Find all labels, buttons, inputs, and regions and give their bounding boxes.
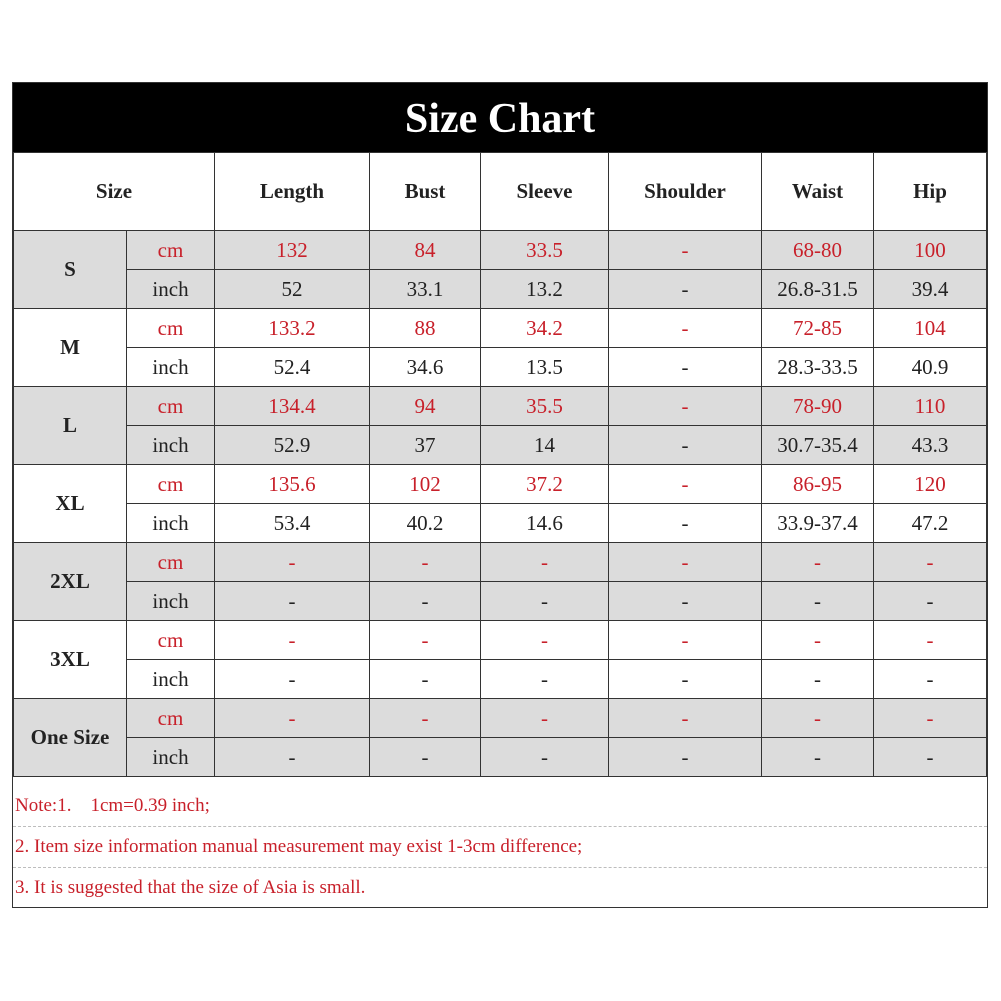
- cell-bust: 102: [370, 465, 481, 504]
- unit-label: cm: [127, 699, 215, 738]
- cell-shoulder: -: [609, 465, 762, 504]
- table-row: [14, 660, 987, 699]
- cell-length: 133.2: [215, 309, 370, 348]
- unit-label: cm: [127, 465, 215, 504]
- cell-hip: 47.2: [874, 504, 987, 543]
- header-bust: Bust: [370, 153, 481, 231]
- table-row: [14, 504, 987, 543]
- cell-length: 135.6: [215, 465, 370, 504]
- cell-bust: -: [370, 738, 481, 777]
- table-row: [14, 387, 987, 426]
- cell-length: -: [215, 699, 370, 738]
- cell-bust: 34.6: [370, 348, 481, 387]
- cell-length: 134.4: [215, 387, 370, 426]
- cell-shoulder: -: [609, 582, 762, 621]
- cell-bust: 37: [370, 426, 481, 465]
- size-label: 3XL: [14, 621, 127, 699]
- cell-sleeve: 14: [481, 426, 609, 465]
- size-label: S: [14, 231, 127, 309]
- cell-shoulder: -: [609, 543, 762, 582]
- unit-label: inch: [127, 660, 215, 699]
- cell-hip: 39.4: [874, 270, 987, 309]
- cell-waist: 30.7-35.4: [762, 426, 874, 465]
- header-size: Size: [14, 153, 215, 231]
- cell-sleeve: -: [481, 543, 609, 582]
- cell-shoulder: -: [609, 621, 762, 660]
- cell-waist: -: [762, 660, 874, 699]
- table-row: [14, 699, 987, 738]
- cell-hip: 43.3: [874, 426, 987, 465]
- cell-shoulder: -: [609, 660, 762, 699]
- cell-bust: -: [370, 699, 481, 738]
- cell-bust: 94: [370, 387, 481, 426]
- size-label: One Size: [14, 699, 127, 777]
- cell-waist: 72-85: [762, 309, 874, 348]
- cell-length: 52: [215, 270, 370, 309]
- unit-label: cm: [127, 621, 215, 660]
- table-row: [14, 426, 987, 465]
- cell-shoulder: -: [609, 309, 762, 348]
- cell-shoulder: -: [609, 699, 762, 738]
- header-sleeve: Sleeve: [481, 153, 609, 231]
- table-row: [14, 309, 987, 348]
- cell-hip: -: [874, 699, 987, 738]
- size-table: [13, 152, 987, 777]
- cell-hip: 110: [874, 387, 987, 426]
- cell-hip: 100: [874, 231, 987, 270]
- cell-length: -: [215, 621, 370, 660]
- cell-waist: -: [762, 621, 874, 660]
- header-row: [14, 153, 987, 231]
- cell-sleeve: 13.5: [481, 348, 609, 387]
- cell-waist: 78-90: [762, 387, 874, 426]
- cell-hip: -: [874, 660, 987, 699]
- cell-length: -: [215, 543, 370, 582]
- cell-shoulder: -: [609, 270, 762, 309]
- cell-hip: -: [874, 543, 987, 582]
- note-2: 2. Item size information manual measurement may exist 1-3cm difference;: [13, 827, 987, 868]
- cell-length: -: [215, 660, 370, 699]
- table-row: [14, 621, 987, 660]
- cell-shoulder: -: [609, 426, 762, 465]
- unit-label: inch: [127, 738, 215, 777]
- table-row: [14, 348, 987, 387]
- table-row: [14, 270, 987, 309]
- cell-sleeve: -: [481, 582, 609, 621]
- cell-bust: 84: [370, 231, 481, 270]
- cell-length: 132: [215, 231, 370, 270]
- cell-sleeve: 13.2: [481, 270, 609, 309]
- cell-bust: 88: [370, 309, 481, 348]
- cell-waist: 28.3-33.5: [762, 348, 874, 387]
- cell-sleeve: 14.6: [481, 504, 609, 543]
- cell-hip: -: [874, 621, 987, 660]
- cell-bust: -: [370, 582, 481, 621]
- unit-label: cm: [127, 309, 215, 348]
- unit-label: cm: [127, 387, 215, 426]
- cell-shoulder: -: [609, 504, 762, 543]
- cell-sleeve: 37.2: [481, 465, 609, 504]
- cell-sleeve: 35.5: [481, 387, 609, 426]
- notes: [13, 786, 987, 908]
- unit-label: cm: [127, 231, 215, 270]
- cell-sleeve: 34.2: [481, 309, 609, 348]
- size-label: M: [14, 309, 127, 387]
- cell-length: 53.4: [215, 504, 370, 543]
- cell-waist: -: [762, 738, 874, 777]
- header-hip: Hip: [874, 153, 987, 231]
- unit-label: inch: [127, 270, 215, 309]
- cell-waist: -: [762, 543, 874, 582]
- header-waist: Waist: [762, 153, 874, 231]
- cell-hip: 40.9: [874, 348, 987, 387]
- cell-bust: -: [370, 543, 481, 582]
- cell-bust: 40.2: [370, 504, 481, 543]
- size-label: L: [14, 387, 127, 465]
- cell-shoulder: -: [609, 738, 762, 777]
- cell-bust: -: [370, 621, 481, 660]
- cell-shoulder: -: [609, 387, 762, 426]
- table-row: [14, 465, 987, 504]
- table-row: [14, 582, 987, 621]
- note-3: 3. It is suggested that the size of Asia is small.: [15, 877, 366, 898]
- cell-hip: -: [874, 738, 987, 777]
- unit-label: inch: [127, 504, 215, 543]
- cell-bust: -: [370, 660, 481, 699]
- cell-length: -: [215, 738, 370, 777]
- table-row: [14, 231, 987, 270]
- size-label: 2XL: [14, 543, 127, 621]
- cell-length: -: [215, 582, 370, 621]
- cell-sleeve: -: [481, 660, 609, 699]
- cell-hip: 104: [874, 309, 987, 348]
- header-length: Length: [215, 153, 370, 231]
- unit-label: inch: [127, 582, 215, 621]
- cell-hip: 120: [874, 465, 987, 504]
- cell-sleeve: -: [481, 699, 609, 738]
- cell-sleeve: -: [481, 621, 609, 660]
- note-1: Note:1. 1cm=0.39 inch;: [13, 786, 987, 827]
- table-row: [14, 543, 987, 582]
- cell-sleeve: -: [481, 738, 609, 777]
- table-row: [14, 738, 987, 777]
- cell-shoulder: -: [609, 348, 762, 387]
- cell-bust: 33.1: [370, 270, 481, 309]
- size-label: XL: [14, 465, 127, 543]
- cell-waist: -: [762, 699, 874, 738]
- header-shoulder: Shoulder: [609, 153, 762, 231]
- cell-waist: 26.8-31.5: [762, 270, 874, 309]
- unit-label: cm: [127, 543, 215, 582]
- cell-hip: -: [874, 582, 987, 621]
- unit-label: inch: [127, 426, 215, 465]
- chart-title: Size Chart: [13, 83, 987, 152]
- cell-waist: 68-80: [762, 231, 874, 270]
- cell-shoulder: -: [609, 231, 762, 270]
- cell-waist: 86-95: [762, 465, 874, 504]
- cell-length: 52.9: [215, 426, 370, 465]
- size-chart: [12, 82, 988, 908]
- cell-waist: 33.9-37.4: [762, 504, 874, 543]
- unit-label: inch: [127, 348, 215, 387]
- cell-length: 52.4: [215, 348, 370, 387]
- cell-sleeve: 33.5: [481, 231, 609, 270]
- cell-waist: -: [762, 582, 874, 621]
